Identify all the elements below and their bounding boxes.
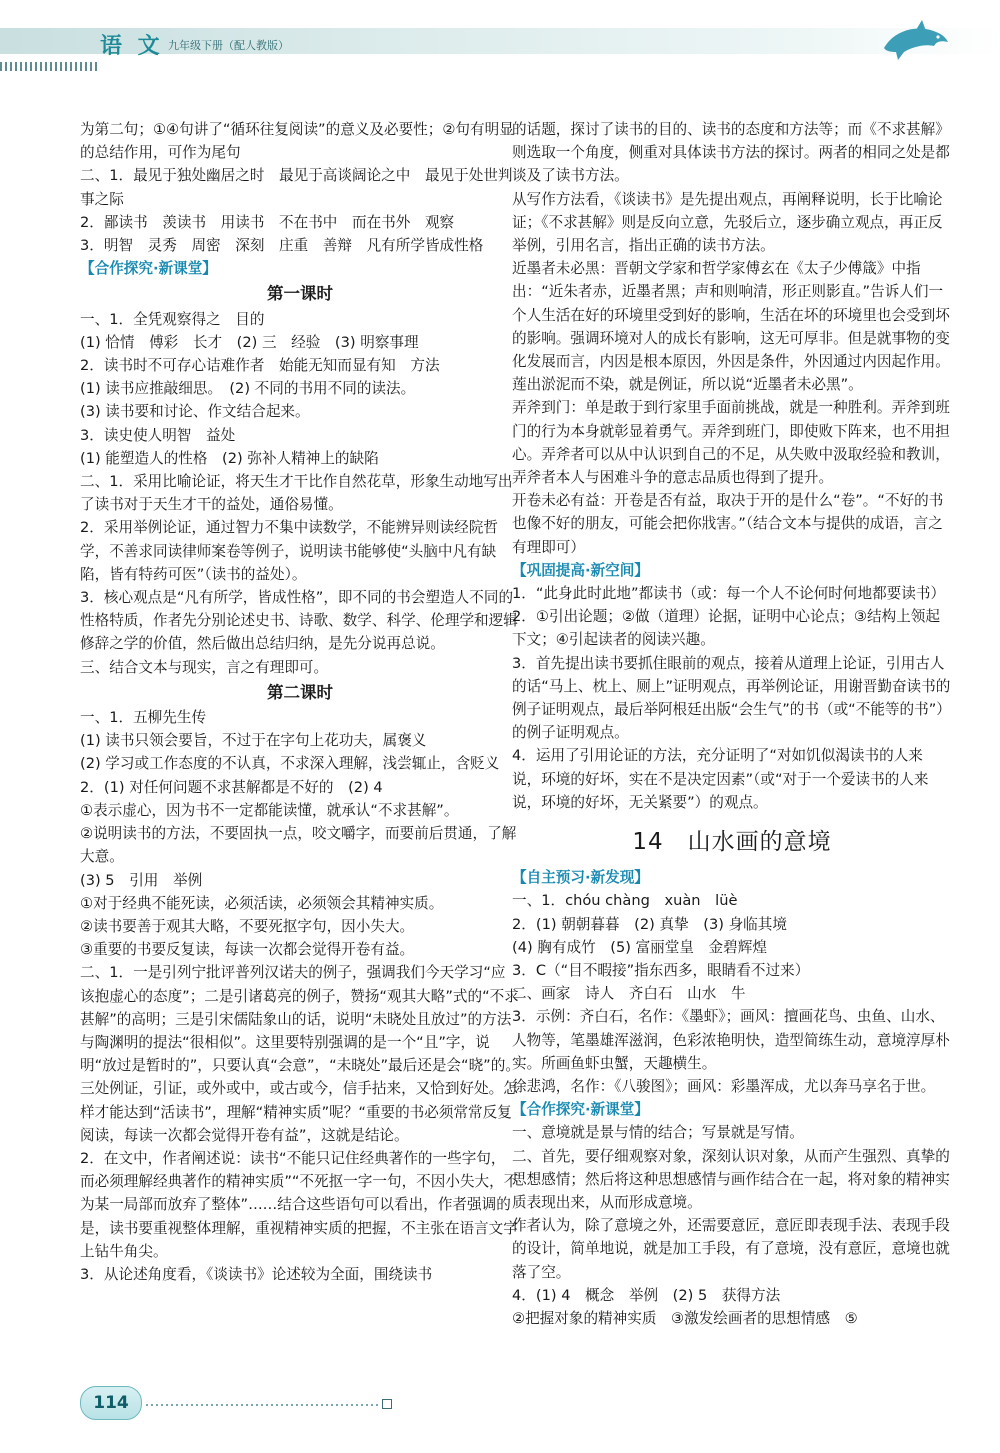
answer-paragraph: 弄斧到门：单是敢于到行家里手面前挑战，就是一种胜利。弄斧到班门的行为本身就彰显着勇气。弄斧到班门，即使败下阵来，也不用担心。弄斧者可以从中认识到自己的不足，从失败中汲取经验和教训，弄斧者本人与困难斗争的意志品质也得到了提升。 — [512, 399, 950, 487]
answer-paragraph: (1) 恰情 傅彩 长才 (2) 三 经验 (3) 明察事理 — [80, 333, 419, 351]
answer-paragraph: 4．(1) 4 概念 举例 (2) 5 获得方法 — [512, 1286, 781, 1304]
answer-paragraph: 一、1．五柳先生传 — [80, 709, 207, 727]
subject-title: 语 文 — [100, 34, 164, 59]
page-number: 114 — [80, 1386, 142, 1420]
answer-paragraph: 三、结合文本与现实，言之有理即可。 — [80, 658, 329, 676]
answer-paragraph: ②读书要善于观其大略，不要死抠字句，因小失大。 — [80, 917, 415, 935]
answer-paragraph: 为第二句；①④句讲了“循环往复阅读”的意义及必要性；②句有明显的总结作用，可作为尾句 — [80, 121, 514, 162]
footer-dotted-line — [146, 1404, 380, 1406]
answer-paragraph: 3．核心观点是“凡有所学，皆成性格”，即不同的书会塑造人不同的性格特质，作者先分别论述史书、诗歌、数学、科学、伦理学和逻辑修辞之学的价值，然后做出总结归纳，是先分说再总说。 — [80, 589, 518, 653]
answer-paragraph: 1．“此身此时此地”都读书（或：每一个人不论何时何地都要读书） — [512, 585, 946, 603]
answer-paragraph: (1) 能塑造人的性格 (2) 弥补人精神上的缺陷 — [80, 449, 379, 467]
lesson-heading: 第二课时 — [267, 682, 333, 702]
left-column — [80, 118, 520, 1286]
answer-paragraph: ②把握对象的精神实质 ③激发绘画者的思想情感 ⑤ — [512, 1309, 858, 1327]
answer-paragraph: ②说明读书的方法，不要固执一点，咬文嚼字，而要前后贯通，了解大意。 — [80, 825, 517, 866]
answer-paragraph: 开卷未必有益：开卷是否有益，取决于开的是什么“卷”。“不好的书也像不好的朋友，可能会把你戕害。”（结合文本与提供的成语，言之有理即可） — [512, 492, 944, 556]
section-tag: 【合作探究·新课堂】 — [80, 260, 217, 278]
grade-subtitle: 九年级下册（配人教版） — [168, 39, 289, 52]
answer-paragraph: 二、1．一是引列宁批评普列汉诺夫的例子，强调我们今天学习“应该抱虚心的态度”；二是引诸葛亮的例子，赞扬“观其大略”式的“不求甚解”的高明；三是引宋儒陆象山的话，说明“未晓处且放过”的方法与陶渊明的提法“很相似”。这里要特别强调的是一个“且”字，说明“放过是暂时的”，只要认真“会意”，“未晓处”最后还是会“晓”的。 — [80, 964, 520, 1075]
answer-paragraph: 2．①引出论题；②做（道理）论据，证明中心论点；③结构上领起下文；④引起读者的阅读兴趣。 — [512, 608, 940, 649]
answer-paragraph: 3．读史使人明智 益处 — [80, 426, 236, 444]
section-tag: 【合作探究·新课堂】 — [512, 1101, 649, 1119]
answer-paragraph: 从写作方法看，《谈读书》是先提出观点，再阐释说明，长于比喻论证；《不求甚解》则是反向立意，先驳后立，逐步确立观点，再正反举例，引用名言，指出正确的读书方法。 — [512, 190, 943, 255]
answer-paragraph: 3．C（“目不暇接”指东西多，眼睛看不过来） — [512, 961, 810, 979]
answer-paragraph: 的话题，探讨了读书的目的、读书的态度和方法等；而《不求甚解》则选取一个角度，侧重对具体读书方法的探讨。两者的相同之处是都谈及了读书方法。 — [512, 121, 950, 185]
answer-paragraph: 近墨者未必黑：晋朝文学家和哲学家傅玄在《太子少傅箴》中指出：“近朱者赤，近墨者黑；声和则响清，形正则影直。”告诉人们一个人生活在好的环境里受到好的影响，生活在坏的环境里也会受到坏的影响。强调环境对人的成长有影响，这无可厚非。但是就事物的变化发展而言，内因是根本原因，外因是条件，外因通过内因起作用。莲出淤泥而不染，就是例证，所以说“近墨者未必黑”。 — [512, 260, 950, 394]
answer-paragraph: ③重要的书要反复读，每读一次都会觉得开卷有益。 — [80, 941, 415, 959]
answer-paragraph: ①对于经典不能死读，必须活读，必须领会其精神实质。 — [80, 894, 444, 912]
lesson-heading: 第一课时 — [267, 284, 333, 304]
answer-paragraph: 3．从论述角度看，《谈读书》论述较为全面，围绕读书 — [80, 1265, 433, 1283]
answer-paragraph: 3．示例：齐白石，名作：《墨虾》；画风：擅画花鸟、虫鱼、山水、人物等，笔墨雄浑滋润，色彩浓艳明快，造型简练生动，意境淳厚朴实。所画鱼虾虫蟹，天趣横生。 — [512, 1008, 950, 1072]
answer-paragraph: 2．读书时不可存心诘难作者 始能无知而显有知 方法 — [80, 357, 440, 375]
answer-paragraph: 2．鄙读书 羡读书 用读书 不在书中 而在书外 观察 — [80, 213, 455, 231]
answer-paragraph: 二、1．采用比喻论证，将天生才干比作自然花草，形象生动地写出了读书对于天生才干的益处，通俗易懂。 — [80, 473, 513, 514]
answer-paragraph: 作者认为，除了意境之外，还需要意匠，意匠即表现手法、表现手段的设计，简单地说，就是加工手段，有了意境，没有意匠，意境也就落了空。 — [512, 1217, 950, 1281]
answer-paragraph: 二、画家 诗人 齐白石 山水 牛 — [512, 985, 746, 1003]
page-footer — [0, 1378, 1000, 1438]
answer-paragraph: 4．运用了引用论证的方法，充分证明了“对如饥似渴读书的人来说，环境的好坏，实在不是决定因素”（或“对于一个爱读书的人来说，环境的好坏，无关紧要”）的观点。 — [512, 747, 929, 811]
chapter-title: 14 山水画的意境 — [632, 829, 832, 856]
section-tag: 【自主预习·新发现】 — [512, 869, 649, 887]
answer-paragraph: 一、1．chóu chàng xuàn lüè — [512, 892, 738, 910]
answer-paragraph: 3．首先提出读书要抓住眼前的观点，接着从道理上论证，引用古人的话“马上、枕上、厕上”证明观点，再举例论证，用谢晋勤奋读书的例子证明观点，最后举阿根廷出版“会生气”的书（或“不能等的书”）的例子证明观点。 — [512, 654, 951, 742]
answer-paragraph: 一、意境就是景与情的结合；写景就是写情。 — [512, 1124, 804, 1142]
dolphin-logo-icon — [880, 18, 950, 63]
answer-paragraph: (1) 读书应推敲细思。 (2) 不同的书用不同的读法。 — [80, 380, 416, 398]
footer-square-icon — [382, 1399, 392, 1409]
answer-paragraph: (2) 学习或工作态度的不认真，不求深入理解，浅尝辄止，含贬义 — [80, 755, 500, 773]
answer-paragraph: (1) 读书只领会要旨，不过于在字句上花功夫，属褒义 — [80, 732, 427, 750]
answer-paragraph: 2．采用举例论证，通过智力不集中读数学，不能辨异则读经院哲学，不善求同读律师案卷等例子，说明读书能够使“头脑中凡有缺陷，皆有特药可医”（读书的益处）。 — [80, 519, 498, 583]
answer-paragraph: 2．(1) 朝朝暮暮 (2) 真挚 (3) 身临其境 — [512, 915, 787, 933]
header-stripes — [0, 62, 100, 71]
answer-paragraph: 三处例证，引证，或外或中，或古或今，信手拈来，又恰到好处。怎样才能达到“活读书”，理解“精神实质”呢？“重要的书必须常常反复阅读，每读一次都会觉得开卷有益”，这就是结论。 — [80, 1080, 518, 1144]
page-header — [0, 0, 1000, 75]
answer-paragraph: 二、1．最见于独处幽居之时 最见于高谈阔论之中 最见于处世判事之际 — [80, 167, 513, 208]
answer-paragraph: ①表示虚心，因为书不一定都能读懂，就承认“不求甚解”。 — [80, 801, 459, 819]
answer-paragraph: 一、1．全凭观察得之 目的 — [80, 310, 265, 328]
answer-paragraph: (3) 读书要和讨论、作文结合起来。 — [80, 403, 310, 421]
answer-paragraph: 二、首先，要仔细观察对象，深刻认识对象，从而产生强烈、真挚的思想感情；然后将这种思想感情与画作结合在一起，将对象的精神实质表现出来，从而形成意境。 — [512, 1147, 950, 1211]
answer-paragraph: (3) 5 引用 举例 — [80, 871, 203, 889]
answer-paragraph: 3．明智 灵秀 周密 深刻 庄重 善辩 凡有所学皆成性格 — [80, 237, 484, 255]
answer-paragraph: 2．(1) 对任何问题不求甚解都是不好的 (2) 4 — [80, 778, 383, 796]
answer-paragraph: 徐悲鸿，名作：《八骏图》；画风：彩墨浑成，尤以奔马享名于世。 — [512, 1077, 936, 1095]
answer-paragraph: 2．在文中，作者阐述说：读书“不能只记住经典著作的一些字句，而必须理解经典著作的精神实质”“不死抠一字一句，不因小失大，不为某一局部而放弃了整体”……结合这些语句可以看出，作者强调的是，读书要重视整体理解，重视精神实质的把握，不主张在语言文字上钻牛角尖。 — [80, 1149, 519, 1260]
section-tag: 【巩固提高·新空间】 — [512, 561, 649, 579]
answer-paragraph: (4) 胸有成竹 (5) 富丽堂皇 金碧辉煌 — [512, 938, 767, 956]
right-column — [512, 118, 952, 1330]
